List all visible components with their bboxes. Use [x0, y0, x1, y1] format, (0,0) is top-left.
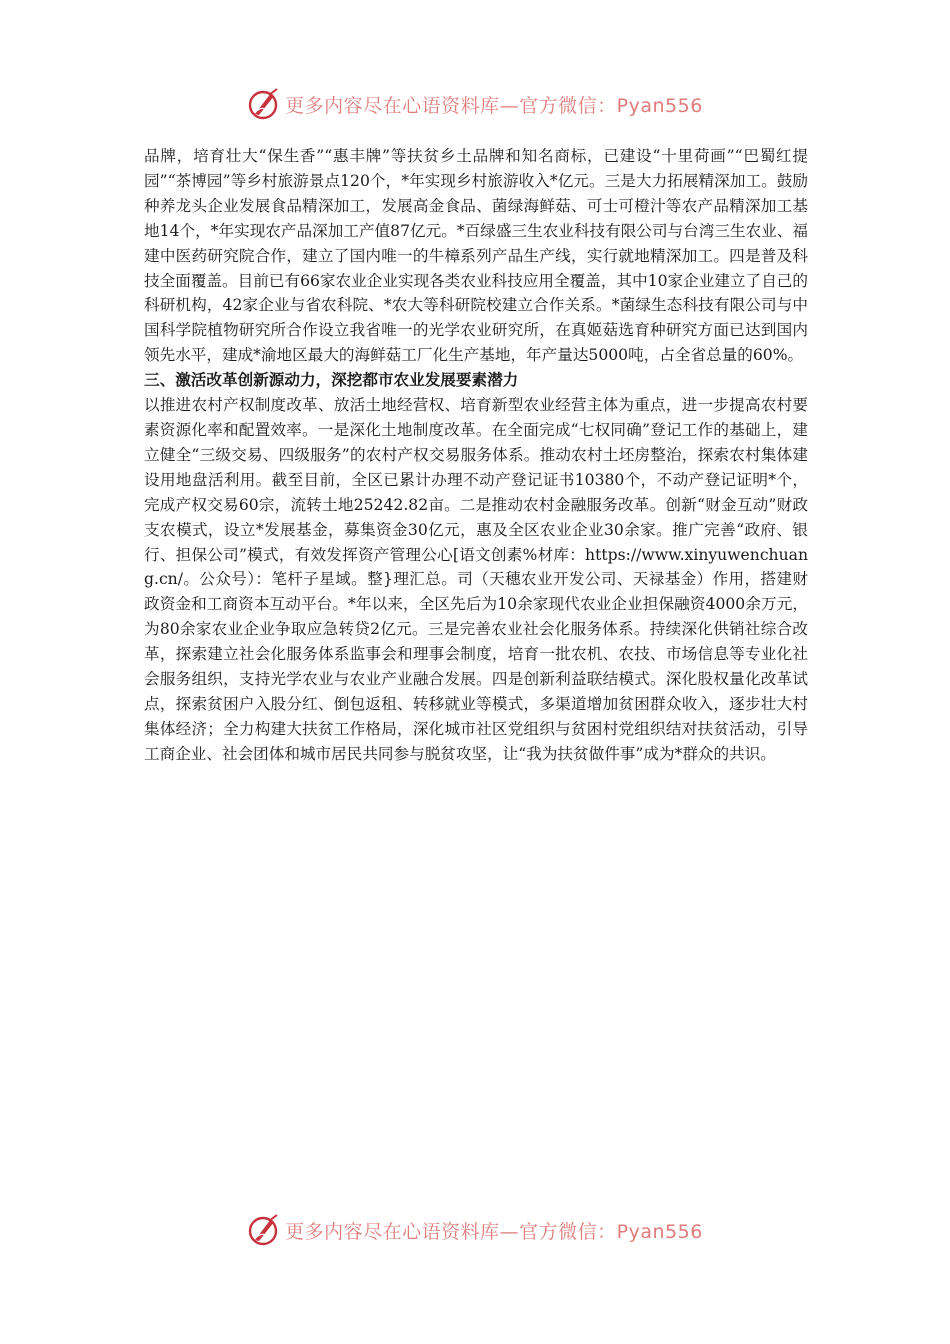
banner-text	[285, 91, 703, 118]
paragraph-2: 以推进农村产权制度改革、放活土地经营权、培育新型农业经营主体为重点，进一步提高农村要素资源化率和配置效率。一是深化土地制度改革。在全面完成“七权同确”登记工作的基础上，建立健全“三级交易、四级服务”的农村产权交易服务体系。推动农村土坯房整治，探索农村集体建设用地盘活利用。截至目前，全区已累计办理不动产登记证书10380个，不动产登记证明*个，完成产权交易60宗，流转土地25242.82亩。二是推动农村金融服务改革。创新“财金互动”财政支农模式，设立*发展基金，募集资金30亿元，惠及全区农业企业30余家。推广完善“政府、银行、担保公司”模式，有效发挥资产管理公心[语文创素%材库：https://www.xinyuwenchuang.cn/。公众号）：笔杆子星域。整}理汇总。司（天穗农业开发公司、天禄基金）作用，搭建财政资金和工商资本互动平台。*年以来，全区先后为10余家现代农业企业担保融资4000余万元，为80余家农业企业争取应急转贷2亿元。三是完善农业社会化服务体系。持续深化供销社综合改革，探索建立社会化服务体系监事会和理事会制度，培育一批农机、农技、市场信息等专业化社会服务组织，支持光学农业与农业产业融合发展。四是创新利益联结模式。深化股权量化改革试点，探索贫困户入股分红、倒包返租、转移就业等模式，多渠道增加贫困群众收入，逐步壮大村集体经济；全力构建大扶贫工作格局，深化城市社区党组织与贫困村党组织结对扶贫活动，引导工商企业、社会团体和城市居民共同参与脱贫攻坚，让“我为扶贫做件事”成为*群众的共识。	[144, 396, 808, 763]
quill-pen-logo-icon	[247, 87, 281, 121]
header-banner	[0, 84, 950, 124]
banner-slogan: 更多内容尽在心语资料库—官方微信：	[285, 94, 617, 117]
quill-pen-logo-icon	[247, 1213, 281, 1247]
paragraph-1: 品牌，培育壮大“保生香”“惠丰牌”等扶贫乡土品牌和知名商标，已建设“十里荷画”“巴蜀红提园”“茶博园”等乡村旅游景点120个，*年实现乡村旅游收入*亿元。三是大力拓展精深加工。鼓励种养龙头企业发展食品精深加工，发展高金食品、菌绿海鲜菇、可士可橙汁等农产品精深加工基地14个，*年实现农产品深加工产值87亿元。*百绿盛三生农业科技有限公司与台湾三生农业、福建中医药研究院合作，建立了国内唯一的牛樟系列产品生产线，实行就地精深加工。四是普及科技全面覆盖。目前已有66家农业企业实现各类农业科技应用全覆盖，其中10家企业建立了自己的科研机构，42家企业与省农科院、*农大等科研院校建立合作关系。*菌绿生态科技有限公司与中国科学院植物研究所合作设立我省唯一的光学农业研究所，在真姬菇选育种研究方面已达到国内领先水平，建成*渝地区最大的海鲜菇工厂化生产基地，年产量达5000吨，占全省总量的60%。	[144, 147, 808, 365]
banner-wechat-id: Pyan556	[616, 94, 703, 117]
section-heading: 三、激活改革创新源动力，深挖都市农业发展要素潜力	[144, 370, 519, 390]
banner-text	[285, 1217, 703, 1244]
document-body	[144, 144, 808, 767]
banner-wechat-id: Pyan556	[616, 1220, 703, 1243]
banner-slogan: 更多内容尽在心语资料库—官方微信：	[285, 1220, 617, 1243]
footer-banner	[0, 1210, 950, 1250]
